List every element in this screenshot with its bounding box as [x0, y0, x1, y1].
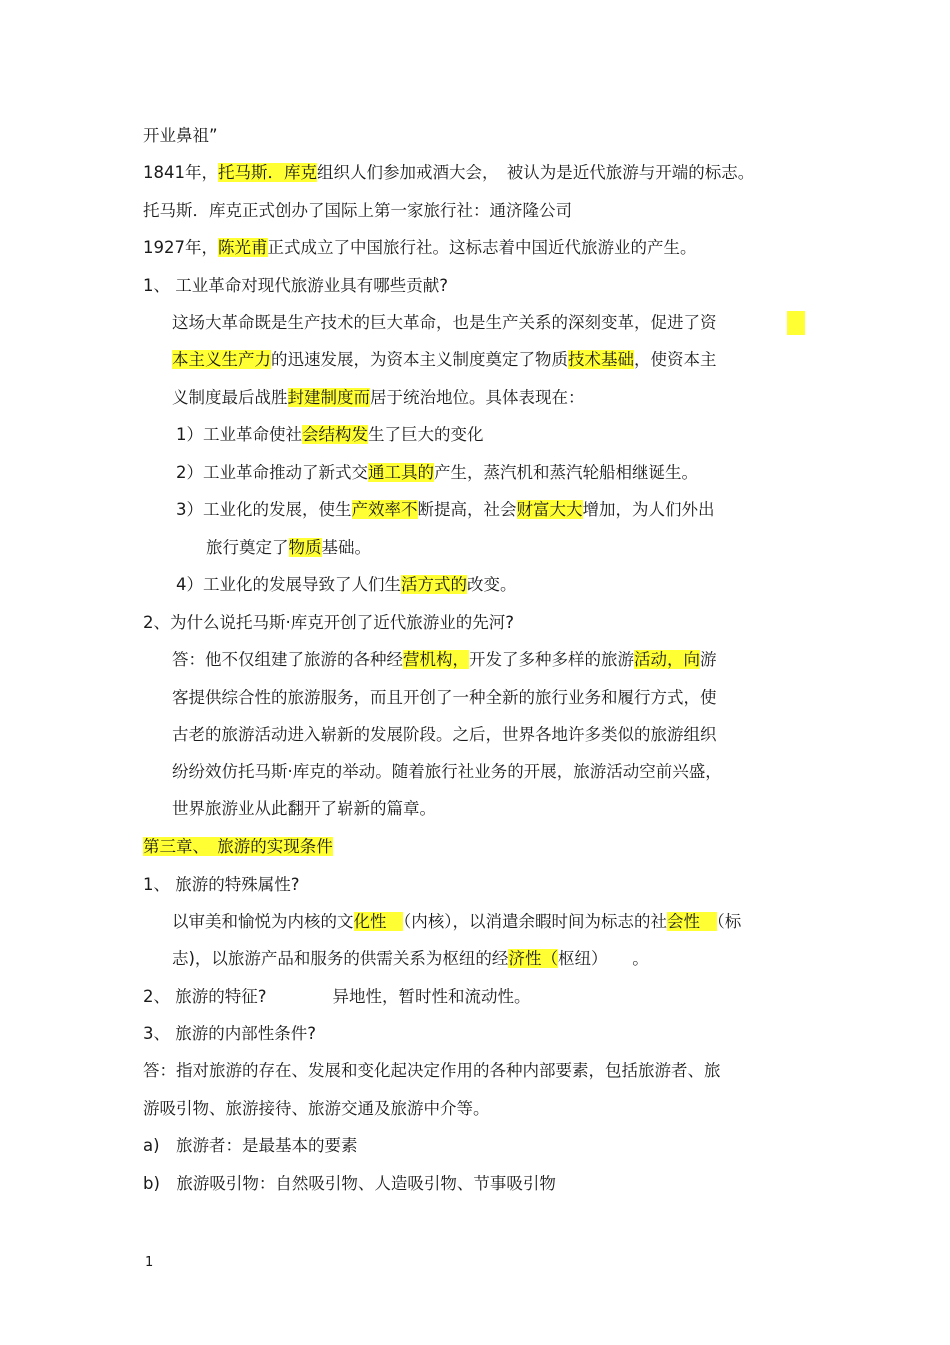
- highlighted-text: 财富大大: [516, 500, 583, 519]
- text-line-l15: [172, 648, 717, 672]
- highlighted-text: 陈光甫: [218, 238, 268, 257]
- text-segment: 改变。: [467, 575, 517, 594]
- text-segment: 1、 工业革命对现代旅游业具有哪些贡献?: [143, 276, 449, 295]
- highlight-marker: [787, 311, 805, 335]
- highlighted-text: 第三章、 旅游的实现条件: [143, 837, 333, 856]
- text-segment: 基础。: [321, 538, 371, 557]
- text-segment: 断提高，社会: [417, 500, 517, 519]
- text-segment: 1、 旅游的特殊属性?: [143, 875, 300, 894]
- highlighted-text: 会结构发: [302, 425, 368, 444]
- text-segment: 4）工业化的发展导致了人们生: [176, 575, 401, 594]
- text-line-l10: [176, 461, 698, 485]
- text-line-l24: [143, 985, 531, 1009]
- highlighted-text: 托马斯．库克: [218, 163, 317, 182]
- text-line-l28: [143, 1134, 358, 1158]
- text-line-l05: [143, 274, 448, 298]
- text-segment: a) 旅游者：是最基本的要素: [143, 1136, 358, 1155]
- text-line-l06: [172, 311, 717, 335]
- text-line-l23: [172, 947, 649, 971]
- text-line-l01: [143, 124, 218, 148]
- text-segment: 开业鼻祖”: [143, 126, 218, 145]
- page-number: 1: [145, 1255, 154, 1270]
- text-segment: （标: [716, 912, 742, 931]
- text-segment: 1841年，: [143, 163, 218, 182]
- highlighted-text: 封建制度而: [287, 388, 370, 407]
- text-segment: 答：他不仅组建了旅游的各种经: [172, 650, 403, 669]
- text-line-l03: [143, 199, 572, 223]
- text-segment: 开发了多种多样的旅游: [469, 650, 634, 669]
- highlighted-text: 通工具的: [368, 463, 434, 482]
- text-segment: 生了巨大的变化: [368, 425, 484, 444]
- text-segment: 正式成立了中国旅行社。这标志着中国近代旅游业的产生。: [267, 238, 697, 257]
- text-segment: 3、 旅游的内部性条件?: [143, 1024, 317, 1043]
- text-segment: 2）工业革命推动了新式交: [176, 463, 368, 482]
- text-segment: （内核），以消遣余暇时间为标志的社: [403, 912, 667, 931]
- text-line-l16: [172, 686, 717, 710]
- highlighted-text: 营机构，: [403, 650, 469, 669]
- text-line-l14: [143, 611, 514, 635]
- text-line-l17: [172, 723, 717, 747]
- text-segment: 游吸引物、旅游接待、旅游交通及旅游中介等。: [143, 1099, 490, 1118]
- text-line-l07: [172, 348, 717, 372]
- text-segment: ，使资本主: [634, 350, 717, 369]
- text-segment: 托马斯．库克正式创办了国际上第一家旅行社：通济隆公司: [143, 201, 572, 220]
- highlighted-text: 物质: [288, 538, 322, 557]
- text-line-l04: [143, 236, 697, 260]
- text-segment: b) 旅游吸引物：自然吸引物、人造吸引物、节事吸引物: [143, 1174, 556, 1193]
- text-line-l19: [172, 797, 436, 821]
- text-segment: 1）工业革命使社: [176, 425, 302, 444]
- text-line-l22: [172, 910, 741, 934]
- highlighted-text: 活动，向: [634, 650, 700, 669]
- text-line-l25: [143, 1022, 316, 1046]
- text-segment: 这场大革命既是生产技术的巨大革命，也是生产关系的深刻变革，促进了资: [172, 313, 717, 332]
- text-line-l08: [172, 386, 585, 410]
- text-line-l18: [172, 760, 722, 784]
- text-segment: 枢纽） 。: [557, 949, 649, 968]
- text-segment: 3）工业化的发展，使生: [176, 500, 352, 519]
- text-segment: 世界旅游业从此翻开了崭新的篇章。: [172, 799, 436, 818]
- text-segment: 游: [700, 650, 717, 669]
- text-segment: 产生，蒸汽机和蒸汽轮船相继诞生。: [434, 463, 698, 482]
- highlighted-text: 化性: [353, 912, 403, 931]
- text-line-l02: [143, 161, 754, 185]
- text-line-l12: [206, 536, 371, 560]
- text-segment: 义制度最后战胜: [172, 388, 288, 407]
- highlighted-text: 本主义生产力: [172, 350, 271, 369]
- text-line-l21: [143, 873, 300, 897]
- text-segment: 组织人们参加戒酒大会， 被认为是近代旅游与开端的标志。: [317, 163, 755, 182]
- text-segment: 纷纷效仿托马斯·库克的举动。随着旅行社业务的开展，旅游活动空前兴盛，: [172, 762, 722, 781]
- text-line-l11: [176, 498, 715, 522]
- text-segment: 增加，为人们外出: [582, 500, 715, 519]
- text-line-l27: [143, 1097, 490, 1121]
- text-line-l20: [143, 835, 333, 859]
- text-segment: 古老的旅游活动进入崭新的发展阶段。之后，世界各地许多类似的旅游组织: [172, 725, 717, 744]
- text-line-l13: [176, 573, 517, 597]
- text-segment: 志)，以旅游产品和服务的供需关系为枢纽的经: [172, 949, 509, 968]
- text-segment: 1927年，: [143, 238, 218, 257]
- text-segment: 以审美和愉悦为内核的文: [172, 912, 354, 931]
- highlighted-text: 技术基础: [568, 350, 634, 369]
- highlighted-text: 活方式的: [401, 575, 467, 594]
- text-line-l26: [143, 1059, 721, 1083]
- text-segment: 旅行奠定了: [206, 538, 289, 557]
- text-segment: 居于统治地位。具体表现在：: [370, 388, 585, 407]
- text-line-l29: [143, 1172, 556, 1196]
- text-segment: 2、 旅游的特征? 异地性，暂时性和流动性。: [143, 987, 531, 1006]
- text-segment: 答：指对旅游的存在、发展和变化起决定作用的各种内部要素，包括旅游者、旅: [143, 1061, 721, 1080]
- text-segment: 2、为什么说托马斯·库克开创了近代旅游业的先河?: [143, 613, 515, 632]
- highlighted-text: 济性（: [508, 949, 558, 968]
- highlighted-text: 产效率不: [351, 500, 418, 519]
- highlighted-text: 会性: [667, 912, 717, 931]
- text-segment: 的迅速发展，为资本主义制度奠定了物质: [271, 350, 568, 369]
- text-segment: 客提供综合性的旅游服务，而且开创了一种全新的旅行业务和履行方式，使: [172, 688, 717, 707]
- text-line-l09: [176, 423, 484, 447]
